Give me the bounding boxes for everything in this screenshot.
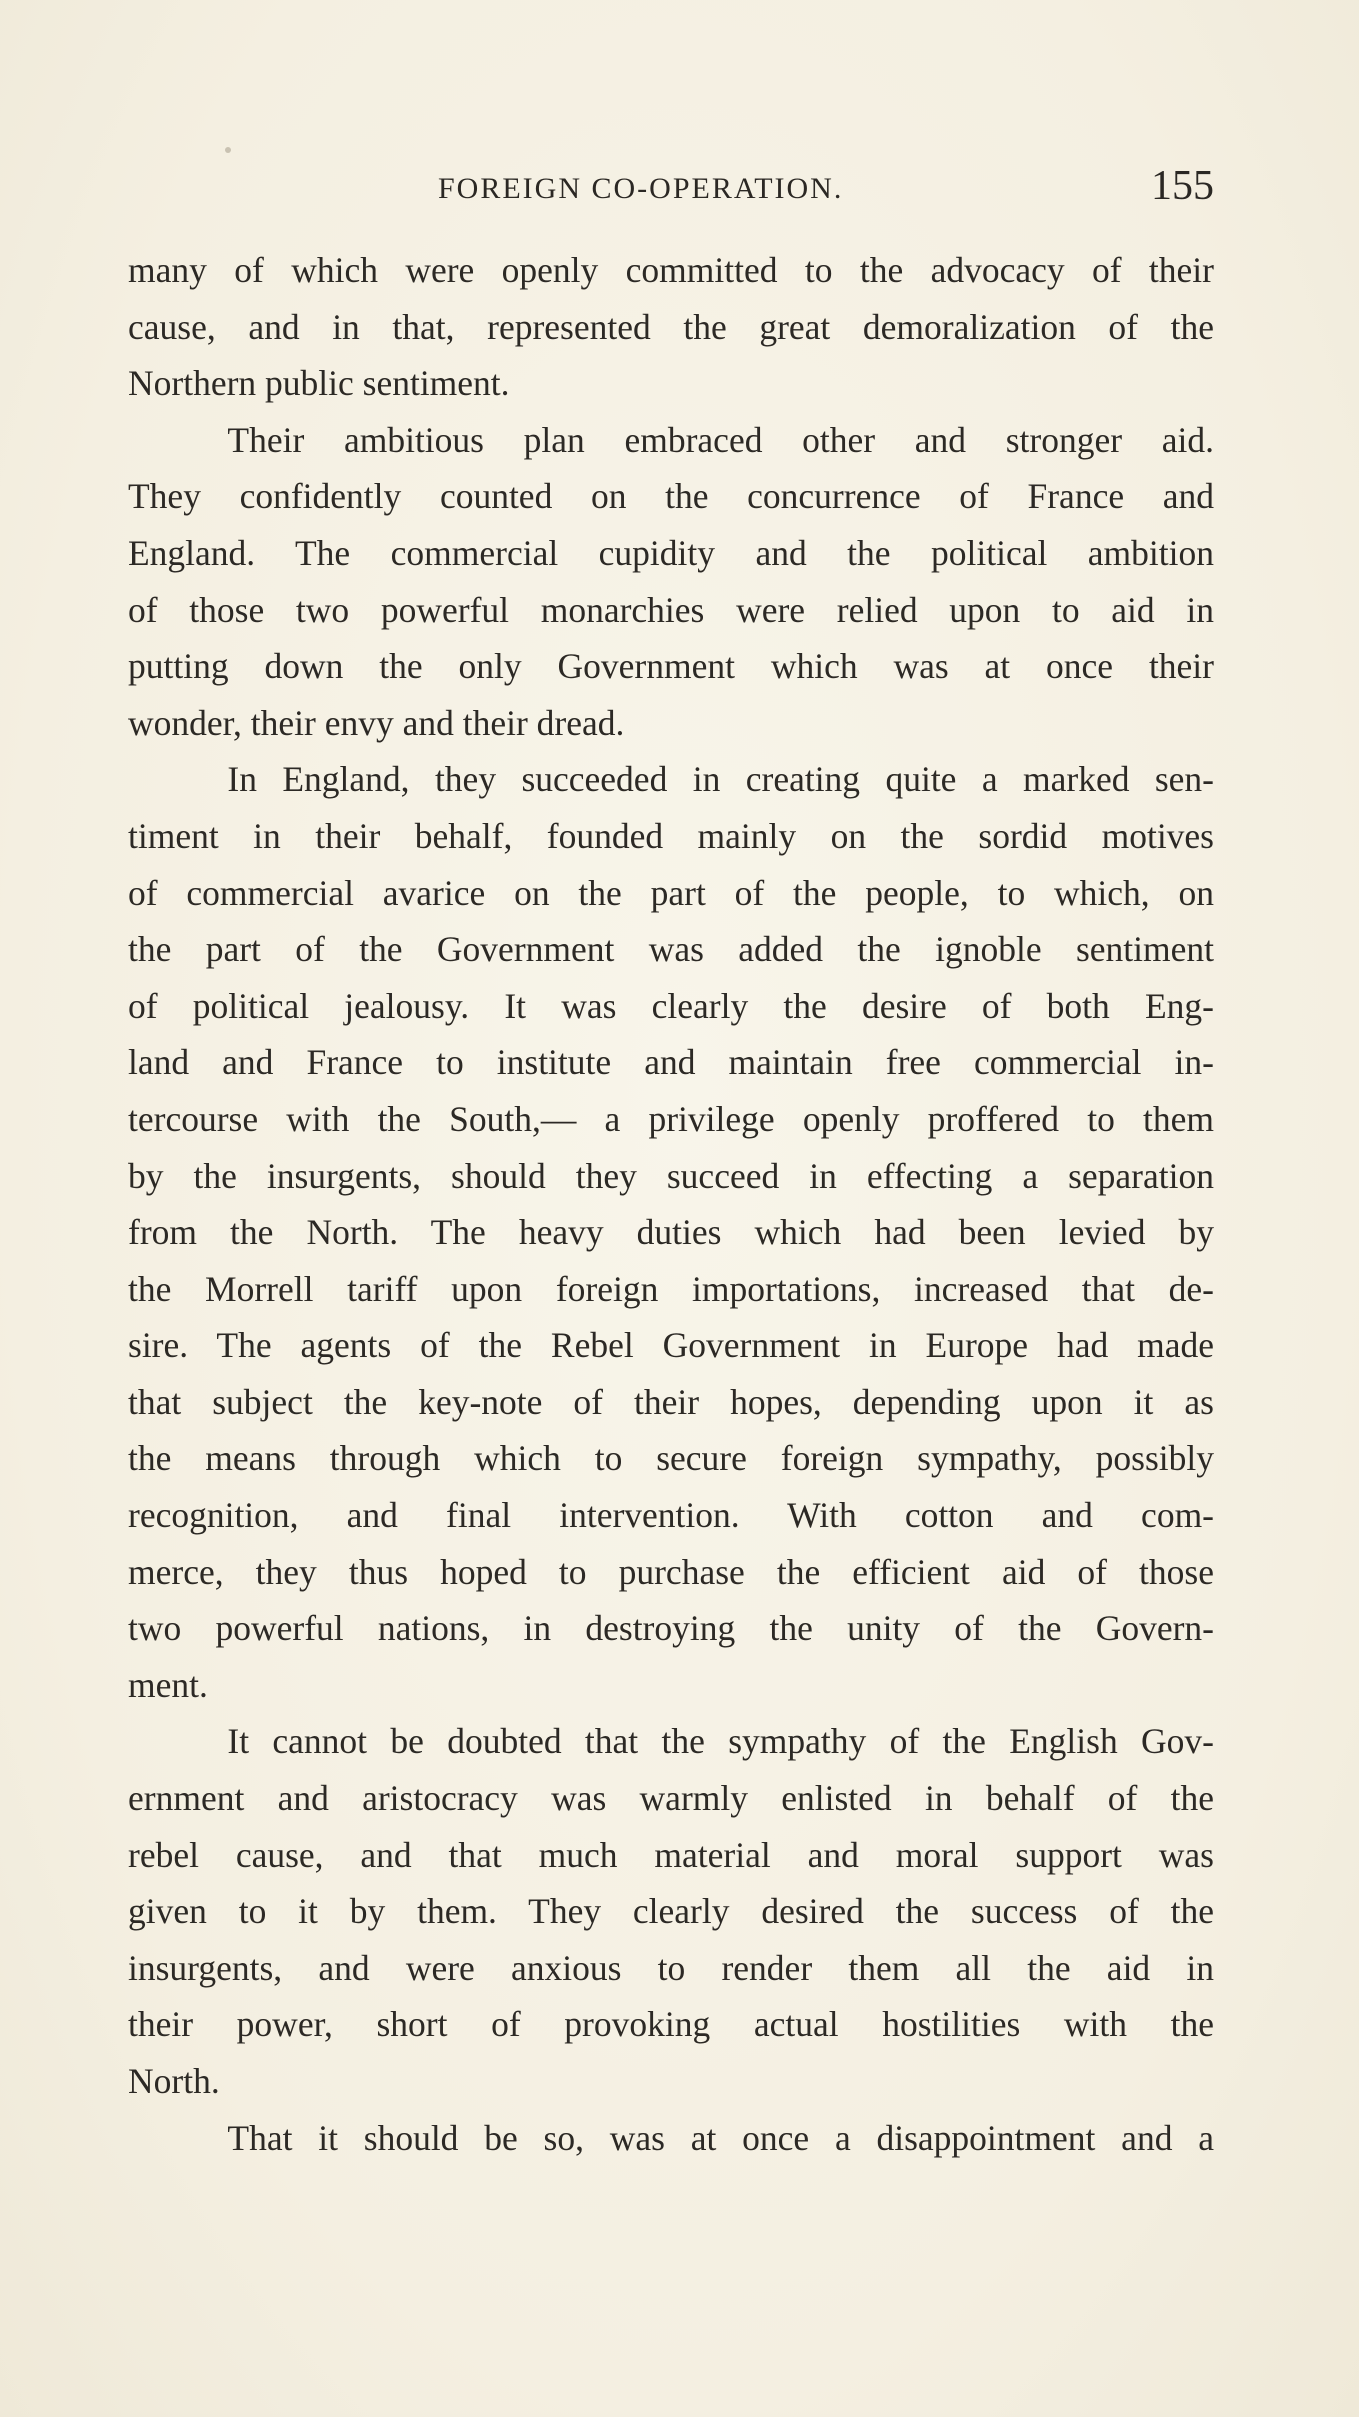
text-line: rebel cause, and that much material and moral support was [128,1834,1214,1875]
text-line: ment. [128,1664,208,1705]
page-number: 155 [1151,163,1214,209]
text-line: tercourse with the South,— a privilege openly proffered to them [128,1098,1214,1139]
text-line: wonder, their envy and their dread. [128,702,625,743]
text-line: merce, they thus hoped to purchase the efficient aid of those [128,1551,1214,1592]
running-head [128,160,1214,220]
text-line: North. [128,2061,220,2101]
text-line: They confidently counted on the concurrence of France and [128,476,1214,517]
text-line: timent in their behalf, founded mainly on the sordid motives [128,815,1214,856]
text-line: by the insurgents, should they succeed in effecting a separation [128,1155,1214,1196]
text-line: of political jealousy. It was clearly the desire of both Eng- [128,985,1214,1026]
text-line: putting down the only Government which was at once their [128,646,1214,687]
text-line: insurgents, and were anxious to render them all the aid in [128,1947,1214,1988]
text-line: In England, they succeeded in creating quite a marked sen- [227,759,1214,800]
text-line: sire. The agents of the Rebel Government in Europe had made [128,1325,1214,1366]
text-line: of commercial avarice on the part of the people, to which, on [128,872,1214,913]
text-line: Northern public sentiment. [128,363,510,404]
text-line: the means through which to secure foreign sympathy, possibly [128,1438,1214,1479]
text-line: ernment and aristocracy was warmly enlisted in behalf of the [128,1778,1214,1819]
ink-speck [225,147,231,153]
text-line: the Morrell tariff upon foreign importations, increased that de- [128,1268,1214,1309]
text-line: It cannot be doubted that the sympathy of the English Gov- [227,1721,1214,1762]
text-line: recognition, and final intervention. With cotton and com- [128,1495,1214,1536]
text-line: of those two powerful monarchies were relied upon to aid in [128,589,1214,630]
text-line: That it should be so, was at once a disappointment and a [227,2117,1214,2158]
text-line: cause, and in that, represented the great demoralization of the [128,306,1214,347]
running-title: FOREIGN CO-OPERATION. [438,172,844,205]
text-line: from the North. The heavy duties which had been levied by [128,1212,1214,1253]
text-line: the part of the Government was added the ignoble sentiment [128,929,1214,970]
text-line: Their ambitious plan embraced other and stronger aid. [227,419,1214,460]
text-line: land and France to institute and maintain free commercial in- [128,1042,1214,1083]
text-line: their power, short of provoking actual hostilities with the [128,2004,1214,2045]
text-line: given to it by them. They clearly desired the success of the [128,1891,1214,1932]
body-text [128,242,1214,2166]
text-line: many of which were openly committed to the advocacy of their [128,250,1214,290]
text-line: two powerful nations, in destroying the unity of the Govern- [128,1608,1214,1649]
text-line: that subject the key-note of their hopes, depending upon it as [128,1381,1214,1422]
text-line: England. The commercial cupidity and the political ambition [128,532,1214,573]
